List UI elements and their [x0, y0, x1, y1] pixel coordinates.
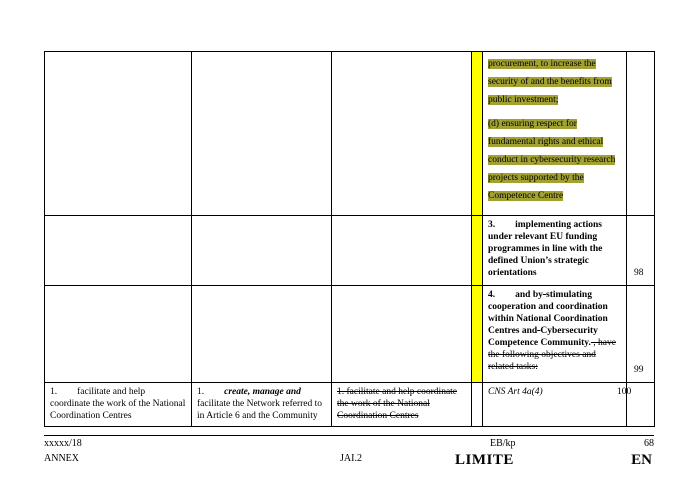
cell-commission — [45, 52, 192, 216]
row-number: 98 — [627, 216, 655, 286]
cell-council — [332, 52, 472, 216]
text-line: projects supported by the — [488, 173, 584, 183]
comparison-table — [44, 51, 655, 427]
change-marker-bar — [472, 286, 483, 383]
footer-annex: ANNEX — [44, 453, 79, 464]
footer-rule — [44, 435, 654, 436]
text-line: Competence Centre — [488, 191, 564, 201]
footer-page: 68 — [644, 438, 654, 449]
text-line: conduct in cybersecurity research — [488, 155, 616, 165]
text-line: procurement, to increase the — [488, 59, 596, 69]
text-line: public investment; — [488, 95, 559, 105]
text-line: (d) ensuring respect for — [488, 119, 577, 129]
cell-commission: 1. facilitate and help coordinate the work of the National Coordination Centres — [45, 383, 192, 427]
table-row — [45, 52, 655, 216]
cell-compromise: 4. and by-stimulating cooperation and coordination within National Coordination Centres and-Cybersecurity Competence Community. , have the following objectives and related tasks: — [483, 286, 627, 383]
row-number: 99 — [627, 286, 655, 383]
change-marker-bar — [472, 216, 483, 286]
change-marker-bar — [472, 52, 483, 216]
row-number — [627, 52, 655, 216]
table-row — [45, 286, 655, 383]
cell-compromise: CNS Art 4a(4) — [483, 383, 627, 427]
cell-council: 1. facilitate and help coordinate the work of the National Coordination Centres — [332, 383, 472, 427]
table-row — [45, 383, 655, 427]
cell-marker — [472, 383, 483, 427]
table-row — [45, 216, 655, 286]
footer-unit: JAI.2 — [340, 453, 362, 464]
text-line: fundamental rights and ethical — [488, 137, 604, 147]
item-number: 3. — [488, 220, 496, 230]
footer-initials: EB/kp — [490, 438, 516, 449]
cell-compromise — [483, 52, 627, 216]
cell-compromise — [483, 216, 627, 286]
footer-limite: LIMITE — [455, 452, 514, 468]
cell-parliament: 1. create, manage and facilitate the Network referred to in Article 6 and the Community — [192, 383, 332, 427]
item-text: implementing actions under relevant EU funding programmes in line with the defined Union’s strategic orientations — [488, 220, 603, 278]
cell-parliament — [192, 52, 332, 216]
text-line: security of and the benefits from — [488, 77, 612, 87]
footer-lang: EN — [631, 452, 652, 468]
row-number: 100 — [627, 383, 655, 427]
footer-ref: xxxxx/18 — [44, 438, 82, 449]
